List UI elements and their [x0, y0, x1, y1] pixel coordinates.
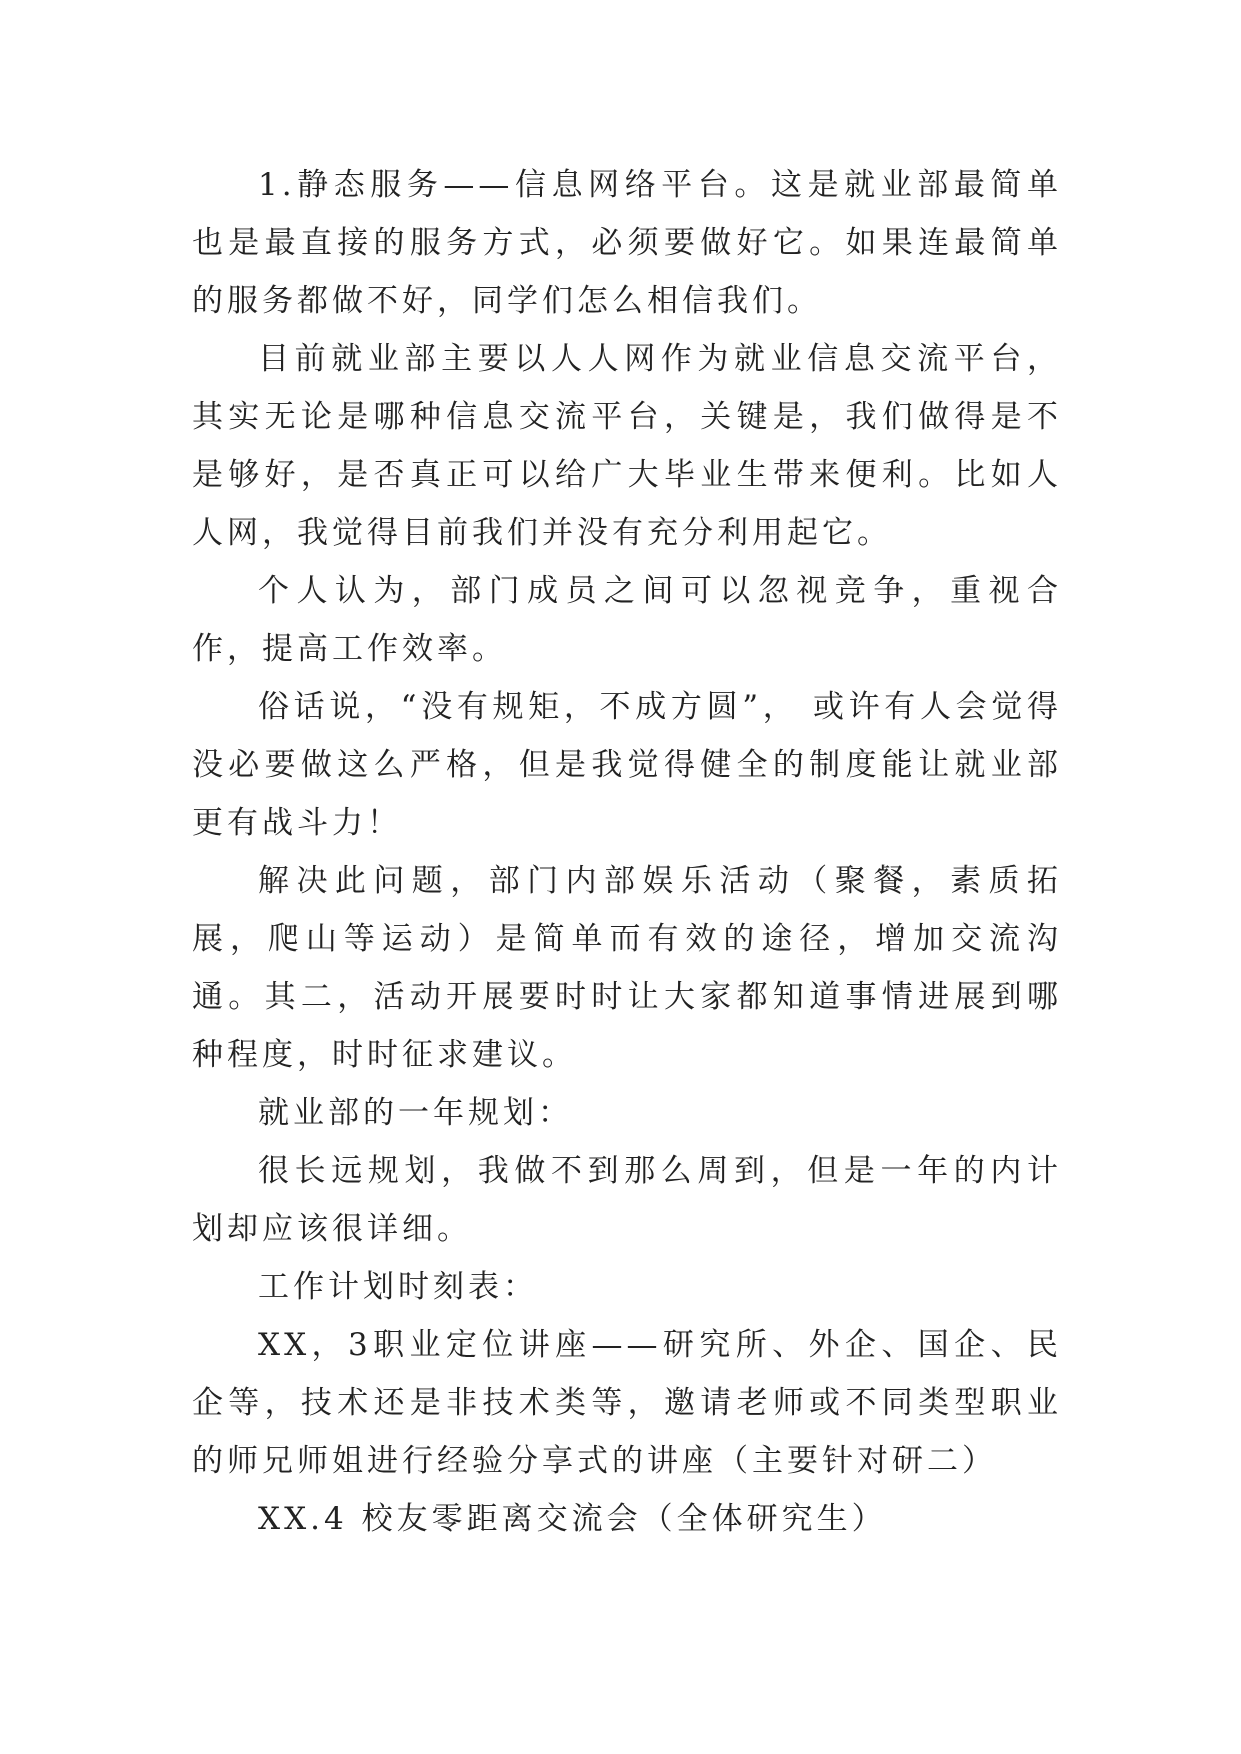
- paragraph-annual-plan-heading: 就业部的一年规划：: [258, 1095, 573, 1131]
- paragraph-info-platform: 目前就业部主要以人人网作为就业信息交流平台，其实无论是哪种信息交流平台，关键是，我们做得是不是够好，是否真正可以给广大毕业生带来便利。比如人人网，我觉得目前我们并没有充分利用起它。: [192, 341, 1062, 551]
- paragraph-static-service: 1.静态服务——信息网络平台。这是就业部最简单也是最直接的服务方式，必须要做好它。如果连最简单的服务都做不好，同学们怎么相信我们。: [192, 167, 1062, 319]
- document-body: [192, 156, 1062, 1548]
- paragraph-schedule-heading: 工作计划时刻表：: [258, 1269, 538, 1305]
- paragraph-annual-plan: 很长远规划，我做不到那么周到，但是一年的内计划却应该很详细。: [192, 1153, 1062, 1247]
- paragraph-cooperation: 个人认为，部门成员之间可以忽视竞争，重视合作，提高工作效率。: [192, 573, 1062, 667]
- paragraph-activities: 解决此问题，部门内部娱乐活动（聚餐，素质拓展，爬山等运动）是简单而有效的途径，增加交流沟通。其二，活动开展要时时让大家都知道事情进展到哪种程度，时时征求建议。: [192, 863, 1062, 1073]
- paragraph-schedule-item-3: XX，3职业定位讲座——研究所、外企、国企、民企等，技术还是非技术类等，邀请老师或不同类型职业的师兄师姐进行经验分享式的讲座（主要针对研二）: [192, 1327, 1062, 1479]
- paragraph-rules: 俗话说，“没有规矩，不成方圆”， 或许有人会觉得没必要做这么严格，但是我觉得健全的制度能让就业部更有战斗力！: [192, 689, 1062, 841]
- paragraph-schedule-item-4: XX.4 校友零距离交流会（全体研究生）: [258, 1501, 887, 1537]
